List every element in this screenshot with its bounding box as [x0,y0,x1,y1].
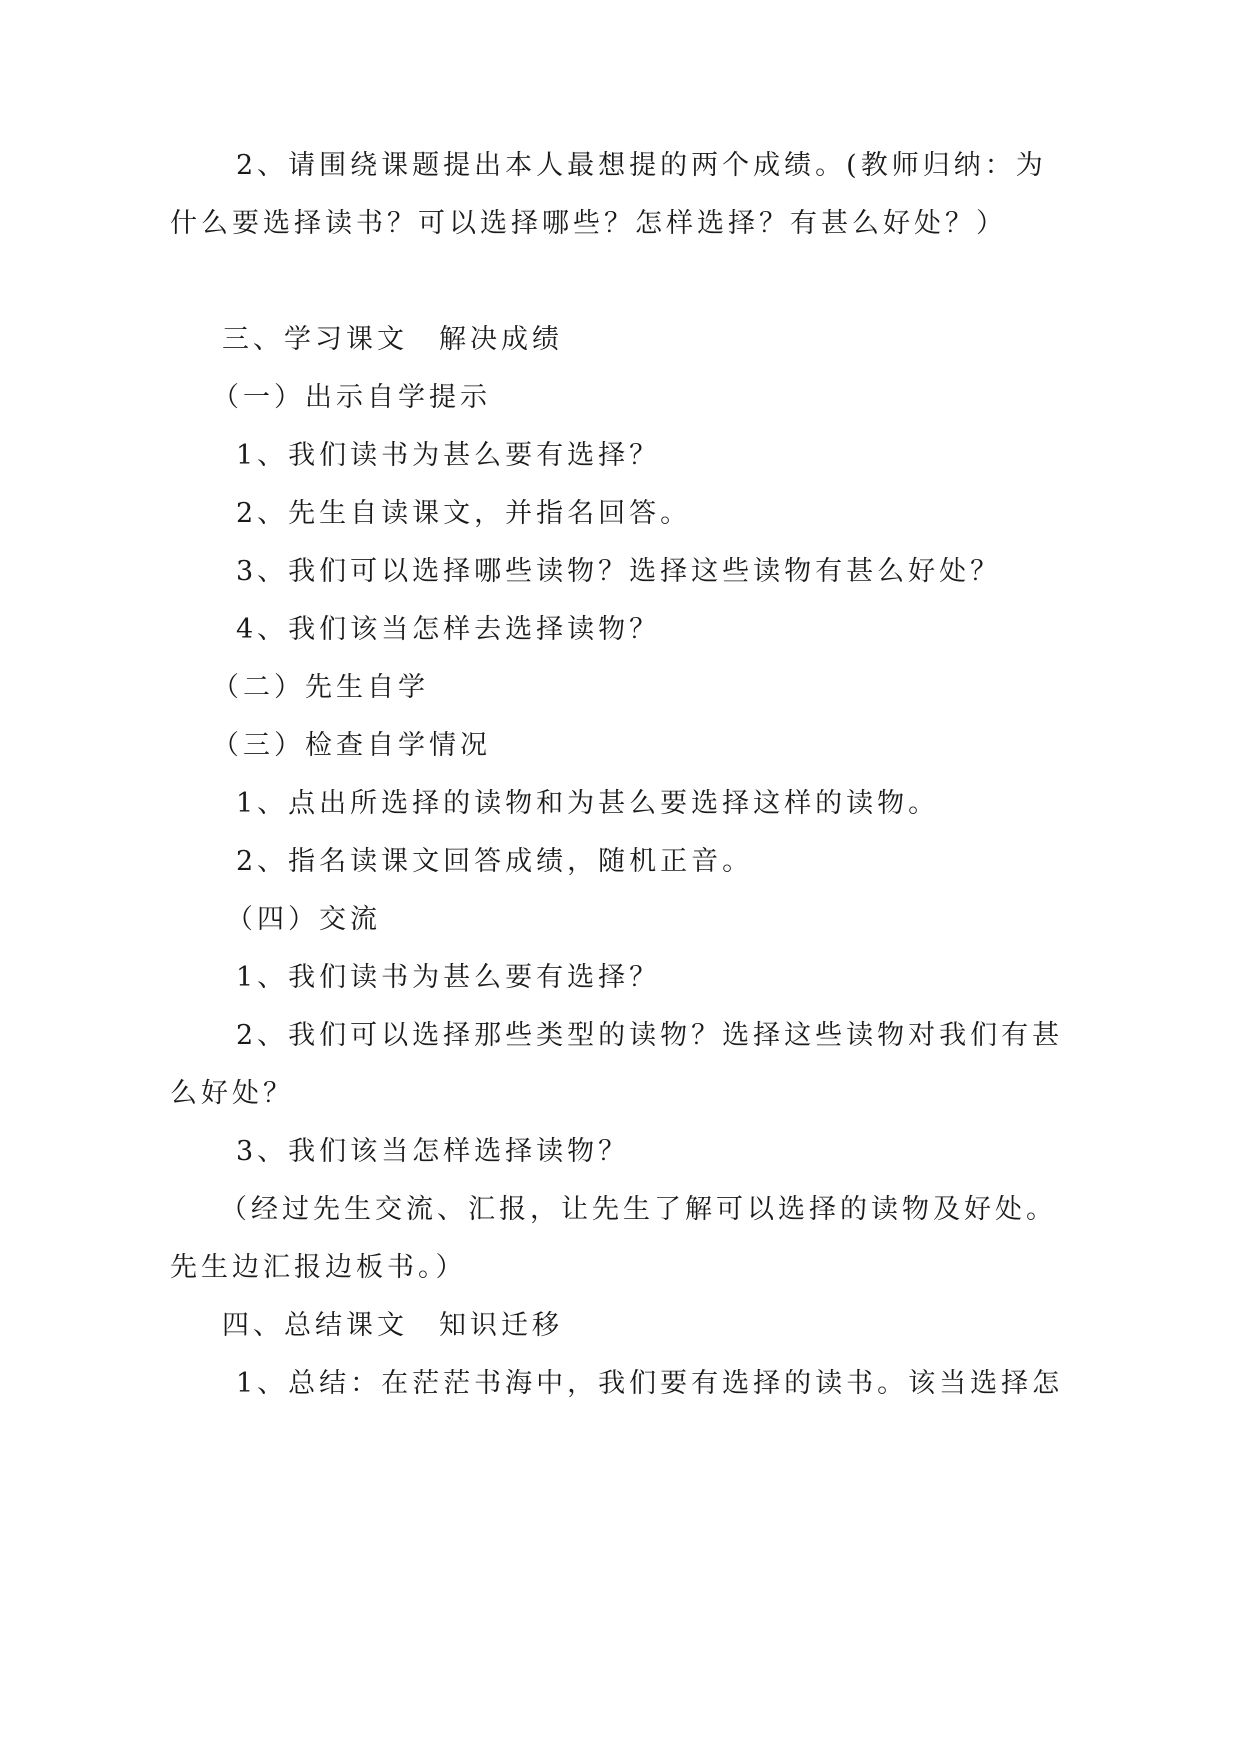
list-item: 2、我们可以选择那些类型的读物？选择这些读物对我们有甚 [236,1020,1064,1051]
list-item: 1、点出所选择的读物和为甚么要选择这样的读物。 [236,788,940,819]
note-line: 先生边汇报边板书。） [170,1252,467,1283]
subsection-heading: （一）出示自学提示 [212,382,491,413]
list-item: 3、我们该当怎样选择读物？ [236,1136,630,1167]
subsection-heading: （四）交流 [226,904,381,935]
list-item: 2、指名读课文回答成绩，随机正音。 [236,846,754,877]
subsection-heading: （二）先生自学 [212,672,429,703]
list-item-continuation: 么好处？ [170,1078,294,1109]
list-item: 4、我们该当怎样去选择读物？ [236,614,661,645]
list-item: 1、我们读书为甚么要有选择？ [236,440,661,471]
list-item: 1、我们读书为甚么要有选择？ [236,962,661,993]
list-item: 1、总结：在茫茫书海中，我们要有选择的读书。该当选择怎 [236,1368,1064,1399]
list-item: 3、我们可以选择哪些读物？选择这些读物有甚么好处？ [236,556,1002,587]
section-heading: 四、总结课文 知识迁移 [222,1310,563,1341]
subsection-heading: （三）检查自学情况 [212,730,491,761]
paragraph-line: 什么要选择读书？可以选择哪些？怎样选择？有甚么好处？） [170,208,1007,239]
list-item: 2、先生自读课文，并指名回答。 [236,498,692,529]
section-heading: 三、学习课文 解决成绩 [222,324,563,355]
paragraph-line: 2、请围绕课题提出本人最想提的两个成绩。(教师归纳：为 [236,150,1047,181]
note-line: （经过先生交流、汇报，让先生了解可以选择的读物及好处。 [220,1194,1057,1225]
